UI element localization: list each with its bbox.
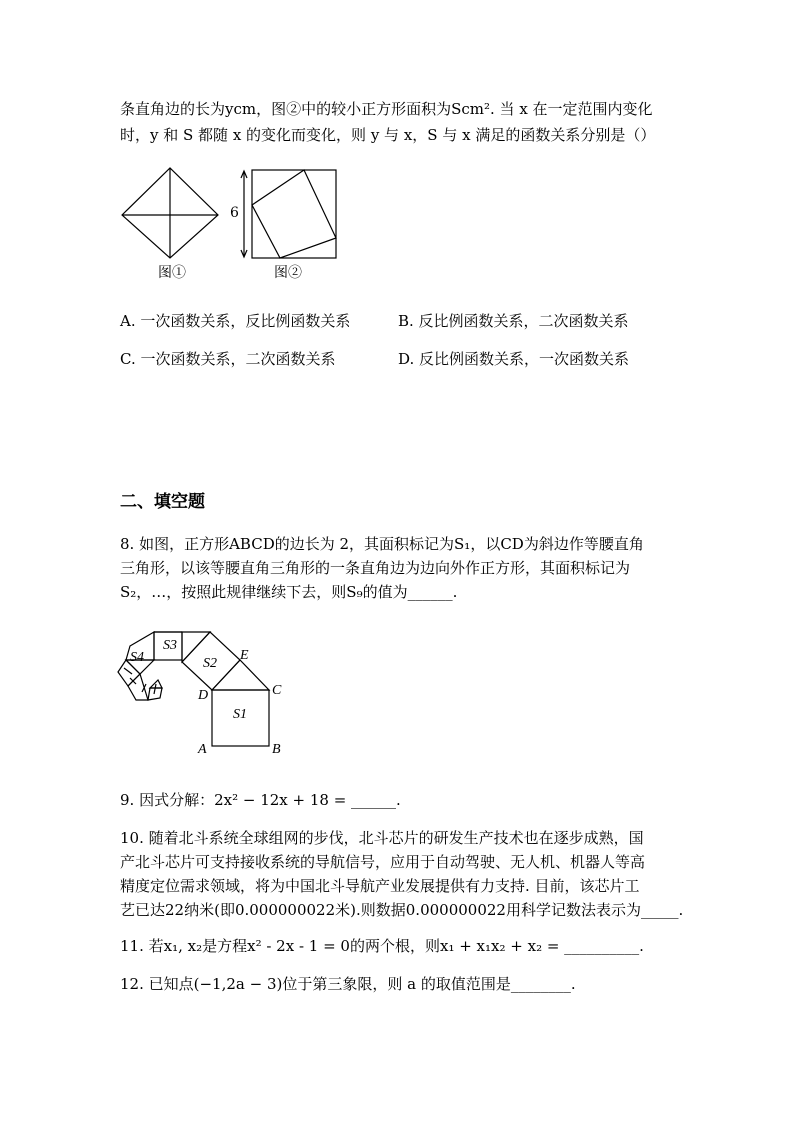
- q10-line-3: 精度定位需求领域，将为中国北斗导航产业发展提供有力支持. 目前，该芯片工: [120, 877, 640, 895]
- label-b: B: [272, 742, 281, 757]
- label-c: C: [272, 683, 282, 698]
- q10-line-1: 10. 随着北斗系统全球组网的步伐，北斗芯片的研发生产技术也在逐步成熟，国: [120, 829, 644, 847]
- option-b[interactable]: B. 反比例函数关系，二次函数关系: [398, 312, 629, 330]
- section-title: 二、填空题: [120, 492, 205, 512]
- figure-1-label: 图①: [158, 265, 186, 281]
- label-d: D: [198, 688, 209, 703]
- label-s4: S4: [130, 650, 144, 665]
- label-a: A: [198, 742, 207, 757]
- figure-2-side-label: 6: [230, 205, 239, 221]
- label-s3: S3: [163, 638, 177, 653]
- q7-line-1: 条直角边的长为ycm，图②中的较小正方形面积为Scm². 当 x 在一定范围内变化: [120, 100, 653, 118]
- q10-line-4: 艺已达22纳米(即0.000000022米).则数据0.000000022用科学记数法表示为_____.: [120, 901, 684, 919]
- label-s1: S1: [233, 707, 247, 722]
- label-s2: S2: [203, 656, 217, 671]
- label-e: E: [240, 648, 249, 663]
- figure-2-label: 图②: [274, 265, 302, 281]
- q12-text: 12. 已知点(−1,2a − 3)位于第三象限，则 a 的取值范围是________.: [120, 975, 576, 993]
- q8-line-2: 三角形，以该等腰直角三角形的一条直角边为边向外作正方形，其面积标记为: [120, 559, 631, 577]
- option-c[interactable]: C. 一次函数关系，二次函数关系: [120, 350, 336, 368]
- q7-line-2: 时，y 和 S 都随 x 的变化而变化，则 y 与 x，S 与 x 满足的函数关系分别是（）: [120, 126, 656, 144]
- option-a[interactable]: A. 一次函数关系，反比例函数关系: [120, 312, 351, 330]
- q10-line-2: 产北斗芯片可支持接收系统的导航信号，应用于自动驾驶、无人机、机器人等高: [120, 853, 646, 871]
- figure-2-square: [241, 170, 336, 258]
- q8-line-1: 8. 如图，正方形ABCD的边长为 2，其面积标记为S₁，以CD为斜边作等腰直角: [120, 535, 644, 553]
- figure-1-rhombus: [122, 168, 218, 258]
- q9-text: 9. 因式分解：2x² − 12x + 18 = ______.: [120, 791, 401, 809]
- q11-text: 11. 若x₁, x₂是方程x² - 2x - 1 = 0的两个根，则x₁ + x₁x₂ + x₂ = __________.: [120, 937, 644, 955]
- option-d[interactable]: D. 反比例函数关系，一次函数关系: [398, 350, 630, 368]
- q8-line-3: S₂，…，按照此规律继续下去，则S₉的值为______.: [120, 583, 458, 601]
